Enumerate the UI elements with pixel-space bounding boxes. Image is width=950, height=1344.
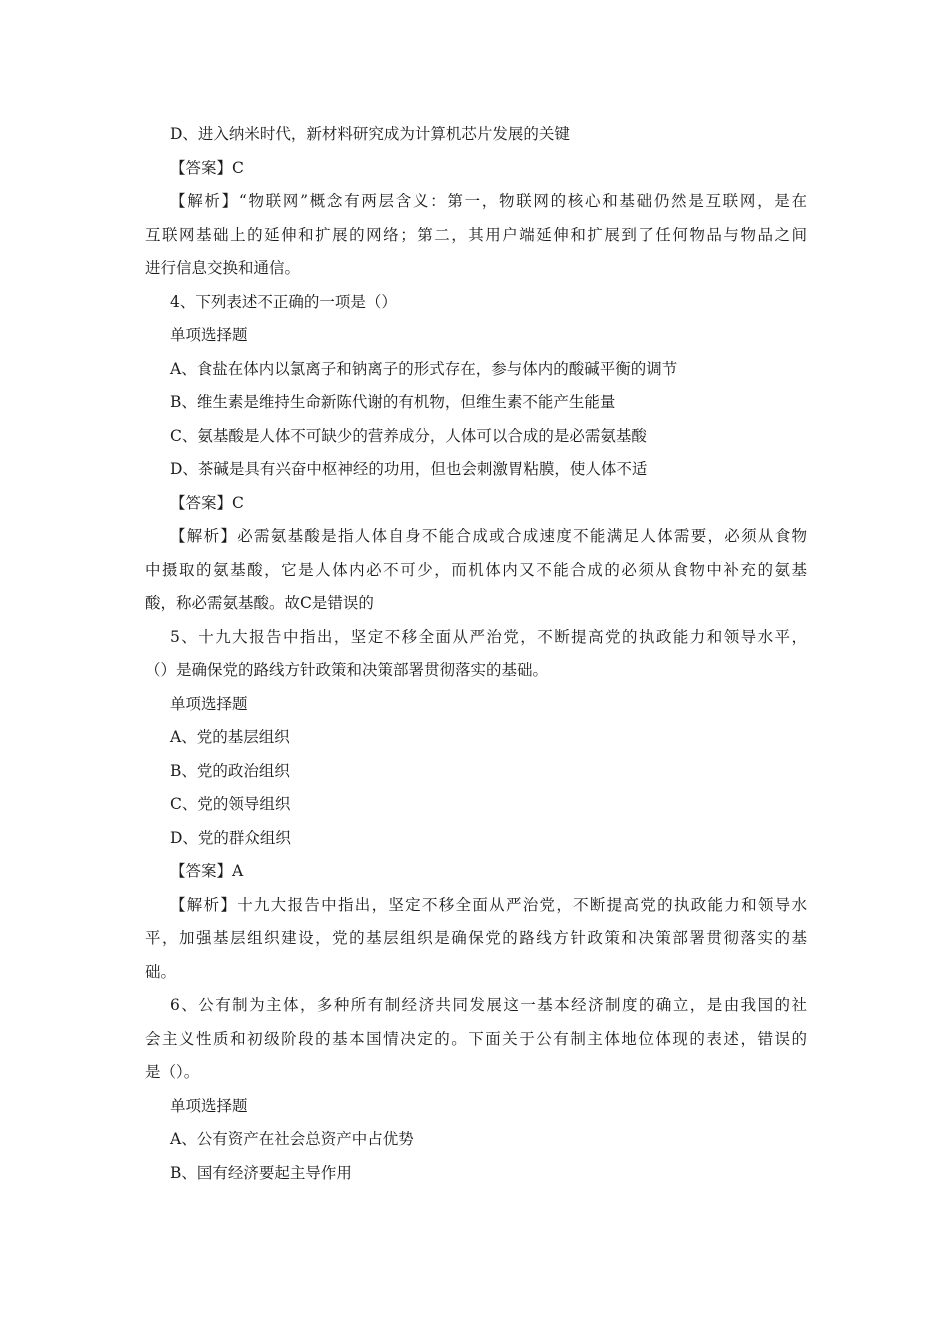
question-line: （）是确保党的路线方针政策和决策部署贯彻落实的基础。 [145, 661, 549, 679]
q5-type: 单项选择题 [170, 694, 248, 713]
q4-type: 单项选择题 [170, 326, 248, 344]
q4-analysis [145, 520, 807, 621]
q5-option-c: C、党的领导组织 [170, 795, 291, 813]
q5-option-d: D、党的群众组织 [170, 828, 291, 847]
analysis-line: 【解析】十九大报告中指出，坚定不移全面从严治党，不断提高党的执政能力和领导水 [170, 895, 807, 914]
q5-question [145, 621, 807, 688]
q4-option-a: A、食盐在体内以氯离子和钠离子的形式存在，参与体内的酸碱平衡的调节 [170, 359, 678, 378]
question-line: 是（）。 [145, 1063, 200, 1081]
analysis-line: 酸，称必需氨基酸。故C是错误的 [145, 594, 374, 612]
q4-answer: 【答案】C [170, 493, 244, 512]
question-line: 6、公有制为主体，多种所有制经济共同发展这一基本经济制度的确立，是由我国的社 [170, 996, 807, 1014]
q6-question [145, 989, 807, 1090]
q5-analysis [145, 889, 807, 990]
q4-option-b: B、维生素是维持生命新陈代谢的有机物，但维生素不能产生能量 [170, 393, 616, 411]
document-page [145, 118, 807, 1190]
q5-option-a: A、党的基层组织 [170, 728, 290, 746]
q4-option-d: D、茶碱是具有兴奋中枢神经的功用，但也会刺激胃粘膜，使人体不适 [170, 460, 648, 478]
analysis-line: 【解析】必需氨基酸是指人体自身不能合成或合成速度不能满足人体需要，必须从食物 [170, 527, 807, 545]
q6-option-b: B、国有经济要起主导作用 [170, 1163, 352, 1182]
q4-question: 4、下列表述不正确的一项是（） [170, 292, 397, 311]
analysis-line: 平，加强基层组织建设，党的基层组织是确保党的路线方针政策和决策部署贯彻落实的基 [145, 929, 807, 947]
q4-option-c: C、氨基酸是人体不可缺少的营养成分，人体可以合成的是必需氨基酸 [170, 426, 647, 445]
q6-option-a: A、公有资产在社会总资产中占优势 [170, 1130, 414, 1148]
question-line: 5、十九大报告中指出，坚定不移全面从严治党，不断提高党的执政能力和领导水平， [170, 627, 807, 646]
q3-option-d: D、进入纳米时代，新材料研究成为计算机芯片发展的关键 [170, 125, 570, 143]
analysis-line: 互联网基础上的延伸和扩展的网络；第二，其用户端延伸和扩展到了任何物品与物品之间 [145, 225, 807, 244]
q5-option-b: B、党的政治组织 [170, 761, 290, 780]
question-line: 会主义性质和初级阶段的基本国情决定的。下面关于公有制主体地位体现的表述，错误的 [145, 1029, 807, 1048]
q6-type: 单项选择题 [170, 1096, 248, 1115]
q5-answer: 【答案】A [170, 862, 244, 880]
q3-answer: 【答案】C [170, 158, 244, 177]
q3-analysis [145, 185, 807, 286]
analysis-line: 中摄取的氨基酸，它是人体内必不可少，而机体内又不能合成的必须从食物中补充的氨基 [145, 560, 807, 579]
analysis-line: 础。 [145, 962, 177, 981]
analysis-line: 【解析】“物联网”概念有两层含义：第一，物联网的核心和基础仍然是互联网，是在 [170, 192, 807, 210]
analysis-line: 进行信息交换和通信。 [145, 259, 301, 277]
